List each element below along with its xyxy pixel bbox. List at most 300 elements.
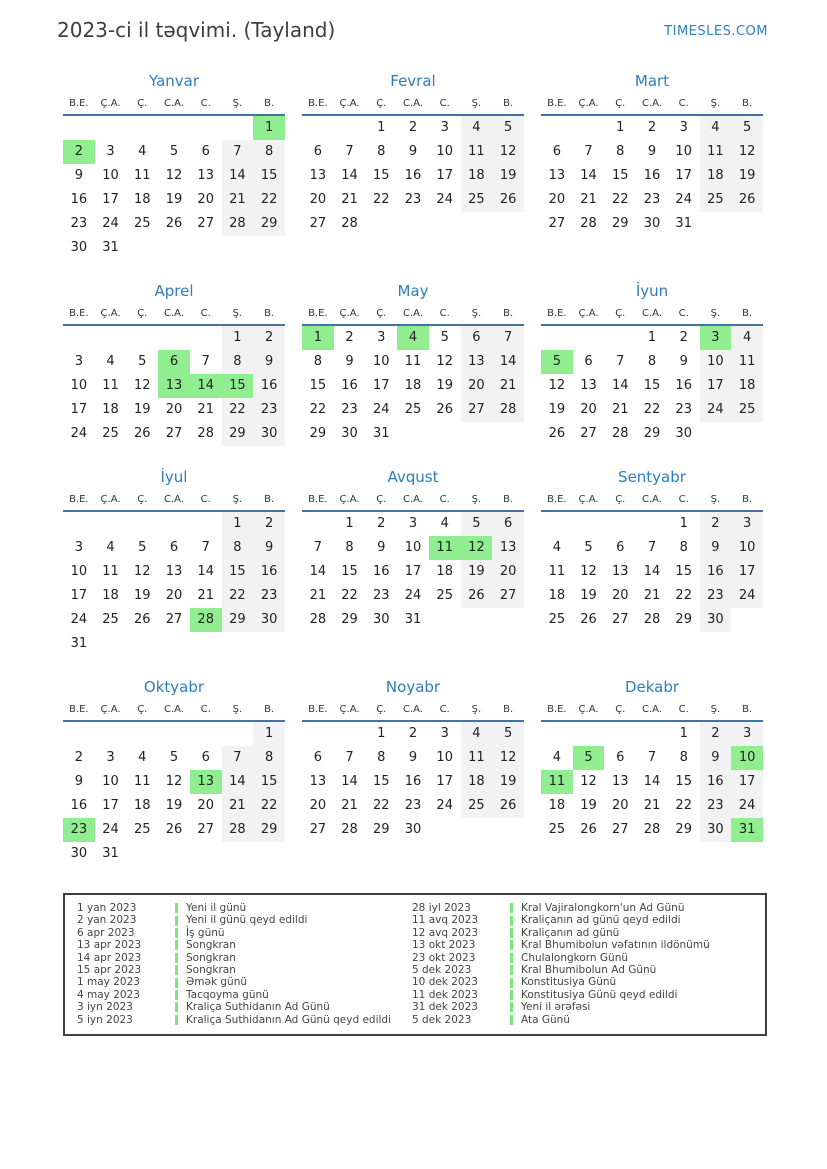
- day-cell: 9: [408, 750, 418, 765]
- empty-cell: [541, 722, 573, 746]
- day-of-week-row: [541, 97, 763, 111]
- day-cell: 22: [612, 192, 629, 207]
- day-cell: 8: [679, 540, 688, 555]
- day-cell: 27: [197, 216, 214, 231]
- day-cell: 23: [404, 192, 422, 207]
- day-cell: 28: [197, 426, 214, 441]
- day-cell: 14: [222, 164, 254, 188]
- legend-date: 6 apr 2023: [77, 926, 135, 939]
- day-cell: 15: [253, 164, 285, 188]
- holiday-tick-icon: [175, 978, 178, 988]
- day-cell: 23: [675, 402, 692, 417]
- days-grid: [541, 326, 763, 446]
- day-cell: 31: [675, 216, 692, 231]
- day-header: Ç.A.: [339, 494, 360, 505]
- day-cell: 9: [408, 144, 418, 159]
- empty-cell: [95, 116, 127, 140]
- empty-cell: [302, 512, 334, 536]
- legend-label: Chulalongkorn Günü: [521, 951, 629, 964]
- legend-label: Yeni il ərəfəsi: [521, 1001, 591, 1014]
- empty-cell: [126, 116, 158, 140]
- day-header: Ç.: [615, 494, 626, 505]
- month-title: Yanvar: [148, 72, 200, 90]
- day-cell: 19: [492, 164, 524, 188]
- day-cell: 16: [253, 374, 285, 398]
- day-cell: 25: [461, 794, 493, 818]
- day-cell: 21: [341, 798, 358, 813]
- day-cell: 19: [731, 164, 763, 188]
- day-header: Ş.: [232, 494, 243, 505]
- day-cell: 1: [253, 722, 285, 746]
- day-cell: 8: [616, 144, 625, 159]
- legend-label: Yeni il günü: [186, 902, 247, 914]
- empty-cell: [63, 116, 95, 140]
- day-cell: 26: [580, 822, 597, 837]
- day-cell: 27: [580, 426, 597, 441]
- day-cell: 23: [404, 798, 422, 813]
- day-of-week-row: [63, 97, 285, 111]
- timesles-logo[interactable]: TIMESLES.COM: [664, 24, 768, 39]
- days-grid: [302, 722, 524, 842]
- legend-label: Əmək günü: [186, 976, 248, 989]
- day-cell: 12: [165, 168, 183, 183]
- day-cell: 2: [408, 120, 418, 135]
- legend-entry: [412, 964, 755, 976]
- day-cell: 6: [492, 512, 524, 536]
- day-cell: 29: [612, 216, 629, 231]
- day-header: B.E.: [547, 704, 567, 715]
- month-3: [63, 282, 285, 446]
- day-cell: 23: [700, 794, 732, 818]
- day-cell: 27: [309, 216, 327, 231]
- day-cell: 1: [679, 726, 688, 741]
- day-cell: 3: [74, 354, 83, 369]
- day-cell: 12: [461, 536, 493, 560]
- day-cell: 27: [612, 822, 629, 837]
- empty-cell: [126, 722, 158, 746]
- day-header: B.: [742, 494, 753, 505]
- day-cell: 16: [253, 560, 285, 584]
- day-cell: 10: [700, 350, 732, 374]
- holiday-tick-icon: [175, 940, 178, 950]
- day-cell: 24: [436, 798, 453, 813]
- legend-label: Kral Bhumibolun Ad Günü: [521, 963, 657, 976]
- holiday-tick-icon: [510, 903, 513, 913]
- day-cell: 30: [253, 608, 285, 632]
- day-cell: 2: [377, 516, 386, 531]
- legend-date: 14 apr 2023: [77, 951, 142, 964]
- empty-cell: [190, 116, 222, 140]
- day-cell: 17: [70, 588, 88, 603]
- day-cell: 30: [404, 822, 422, 837]
- day-cell: 1: [377, 726, 386, 741]
- day-cell: 8: [679, 750, 688, 765]
- empty-cell: [573, 326, 605, 350]
- legend-date: 3 iyn 2023: [77, 1001, 133, 1014]
- day-cell: 10: [436, 750, 453, 765]
- day-cell: 2: [253, 512, 285, 536]
- day-cell: 3: [106, 750, 115, 765]
- day-cell: 14: [222, 770, 254, 794]
- day-cell: 11: [404, 354, 422, 369]
- day-header: C.: [200, 704, 211, 715]
- legend-label: Kraliça Suthidanın Ad Günü qeyd edildi: [186, 1013, 392, 1026]
- day-header: C.A.: [402, 494, 423, 505]
- day-cell: 8: [377, 750, 386, 765]
- day-cell: 20: [580, 402, 597, 417]
- day-cell: 19: [134, 402, 151, 417]
- day-cell: 27: [197, 822, 214, 837]
- day-cell: 4: [461, 722, 493, 746]
- day-cell: 12: [492, 140, 524, 164]
- day-cell: 2: [345, 330, 354, 345]
- day-header: Ş.: [471, 308, 482, 319]
- legend-entry: [77, 927, 412, 939]
- day-cell: 7: [313, 540, 322, 555]
- day-cell: 18: [548, 798, 566, 813]
- holiday-tick-icon: [175, 903, 178, 913]
- day-header: B.: [264, 98, 275, 109]
- legend-date: 1 yan 2023: [77, 902, 137, 914]
- month-11: [541, 678, 763, 842]
- day-cell: 18: [404, 378, 422, 393]
- day-header: Ş.: [232, 98, 243, 109]
- legend-entry: [77, 902, 412, 914]
- day-cell: 7: [345, 750, 354, 765]
- day-cell: 25: [134, 216, 151, 231]
- legend-label: Kraliçanın ad günü: [521, 926, 620, 939]
- empty-cell: [158, 326, 190, 350]
- month-title: Fevral: [390, 72, 436, 90]
- day-header: B.: [264, 308, 275, 319]
- holiday-legend: [63, 893, 767, 1036]
- day-cell: 4: [106, 354, 115, 369]
- day-cell: 9: [74, 774, 83, 789]
- day-cell: 31: [404, 612, 422, 627]
- day-header: C.A.: [163, 308, 184, 319]
- day-cell: 29: [309, 426, 327, 441]
- day-cell: 17: [731, 770, 763, 794]
- day-header: Ç.A.: [578, 308, 599, 319]
- empty-cell: [190, 512, 222, 536]
- day-cell: 29: [253, 818, 285, 842]
- day-header: Ş.: [710, 704, 721, 715]
- day-cell: 15: [253, 770, 285, 794]
- day-cell: 27: [165, 426, 183, 441]
- day-cell: 20: [165, 402, 183, 417]
- day-header: C.A.: [641, 98, 662, 109]
- day-cell: 23: [341, 402, 358, 417]
- day-header: B.: [503, 98, 514, 109]
- day-cell: 28: [643, 822, 661, 837]
- holiday-tick-icon: [175, 928, 178, 938]
- day-cell: 4: [138, 750, 147, 765]
- day-of-week-row: [541, 703, 763, 717]
- day-cell: 30: [341, 426, 358, 441]
- day-cell: 18: [436, 564, 453, 579]
- day-header: Ç.: [376, 98, 387, 109]
- day-cell: 16: [643, 168, 661, 183]
- day-cell: 21: [580, 192, 597, 207]
- days-grid: [302, 116, 524, 236]
- day-cell: 27: [492, 584, 524, 608]
- day-of-week-row: [541, 493, 763, 507]
- legend-entry: [412, 976, 755, 988]
- day-cell: 11: [134, 168, 151, 183]
- legend-entry: [412, 989, 755, 1001]
- legend-date: 13 apr 2023: [77, 939, 142, 952]
- legend-label: Songkran: [186, 951, 236, 964]
- days-grid: [63, 116, 285, 260]
- day-cell: 20: [197, 192, 214, 207]
- day-cell: 13: [190, 770, 222, 794]
- day-header: B.E.: [547, 98, 567, 109]
- day-cell: 19: [165, 798, 183, 813]
- month-1: [302, 72, 524, 236]
- day-cell: 3: [377, 330, 386, 345]
- day-cell: 14: [341, 168, 358, 183]
- day-header: C.A.: [641, 308, 662, 319]
- legend-entry: [412, 939, 755, 951]
- day-cell: 1: [302, 326, 334, 350]
- day-cell: 11: [548, 564, 566, 579]
- empty-cell: [158, 722, 190, 746]
- day-cell: 25: [436, 588, 453, 603]
- day-cell: 11: [731, 350, 763, 374]
- day-cell: 11: [700, 140, 732, 164]
- day-cell: 7: [201, 540, 210, 555]
- day-cell: 15: [612, 168, 629, 183]
- day-cell: 28: [222, 212, 254, 236]
- month-10: [302, 678, 524, 842]
- day-cell: 25: [700, 188, 732, 212]
- day-cell: 6: [552, 144, 561, 159]
- day-of-week-row: [541, 307, 763, 321]
- day-header: C.: [678, 704, 689, 715]
- day-cell: 3: [700, 326, 732, 350]
- days-grid: [541, 116, 763, 236]
- day-header: Ç.A.: [578, 704, 599, 715]
- day-header: Ç.: [615, 308, 626, 319]
- legend-entry: [77, 964, 412, 976]
- day-cell: 2: [679, 330, 688, 345]
- day-cell: 30: [70, 240, 88, 255]
- day-cell: 20: [612, 798, 629, 813]
- day-cell: 12: [134, 564, 151, 579]
- month-title: Oktyabr: [143, 678, 205, 696]
- day-cell: 7: [647, 540, 657, 555]
- day-cell: 17: [436, 168, 453, 183]
- day-header: Ç.: [376, 308, 387, 319]
- day-cell: 15: [675, 774, 692, 789]
- day-cell: 12: [165, 774, 183, 789]
- day-cell: 10: [102, 168, 119, 183]
- day-cell: 14: [309, 564, 327, 579]
- legend-label: Kraliça Suthidanın Ad Günü: [186, 1001, 330, 1014]
- legend-date: 23 okt 2023: [412, 951, 476, 964]
- legend-entry: [412, 914, 755, 926]
- day-header: B.: [503, 308, 514, 319]
- day-cell: 12: [548, 378, 566, 393]
- day-header: B.: [503, 704, 514, 715]
- legend-label: Songkran: [186, 939, 236, 952]
- day-header: C.A.: [163, 98, 184, 109]
- day-cell: 20: [492, 560, 524, 584]
- day-header: B.E.: [547, 308, 567, 319]
- day-cell: 22: [309, 402, 327, 417]
- day-cell: 3: [731, 722, 763, 746]
- day-cell: 18: [134, 798, 151, 813]
- day-cell: 2: [408, 726, 418, 741]
- day-cell: 13: [309, 774, 327, 789]
- empty-cell: [126, 326, 158, 350]
- day-cell: 19: [461, 560, 493, 584]
- month-0: [63, 72, 285, 260]
- day-header: Ş.: [232, 704, 243, 715]
- day-cell: 29: [675, 822, 692, 837]
- day-cell: 1: [222, 326, 254, 350]
- empty-cell: [573, 116, 605, 140]
- legend-date: 5 dek 2023: [412, 963, 472, 976]
- day-cell: 5: [440, 330, 449, 345]
- empty-cell: [573, 512, 605, 536]
- day-cell: 16: [675, 378, 692, 393]
- empty-cell: [63, 722, 95, 746]
- day-cell: 9: [74, 168, 83, 183]
- day-cell: 15: [309, 378, 327, 393]
- day-cell: 20: [197, 798, 214, 813]
- day-cell: 15: [643, 378, 661, 393]
- day-cell: 8: [647, 354, 657, 369]
- month-9: [63, 678, 285, 866]
- legend-entry: [77, 914, 412, 926]
- day-header: B.E.: [308, 98, 328, 109]
- day-cell: 11: [461, 140, 493, 164]
- day-cell: 19: [134, 588, 151, 603]
- legend-label: Kral Vajiralongkorn'un Ad Günü: [521, 902, 685, 914]
- month-2: [541, 72, 763, 236]
- day-header: B.E.: [69, 98, 89, 109]
- day-cell: 21: [309, 588, 327, 603]
- day-cell: 26: [461, 584, 493, 608]
- month-title: Aprel: [154, 282, 194, 300]
- holiday-tick-icon: [510, 990, 513, 1000]
- day-cell: 26: [436, 402, 453, 417]
- month-title: Dekabr: [624, 678, 680, 696]
- day-cell: 1: [647, 330, 657, 345]
- day-cell: 28: [341, 216, 358, 231]
- day-cell: 18: [548, 588, 566, 603]
- day-header: C.A.: [402, 704, 423, 715]
- day-cell: 17: [731, 560, 763, 584]
- day-header: C.: [439, 308, 450, 319]
- day-cell: 9: [253, 536, 285, 560]
- day-cell: 31: [373, 426, 390, 441]
- month-title: Noyabr: [385, 678, 441, 696]
- day-cell: 29: [373, 822, 390, 837]
- empty-cell: [636, 512, 668, 536]
- holiday-tick-icon: [510, 978, 513, 988]
- day-cell: 25: [461, 188, 493, 212]
- empty-cell: [334, 116, 366, 140]
- legend-label: Yeni il günü qeyd edildi: [186, 914, 308, 927]
- day-header: C.A.: [402, 98, 423, 109]
- month-6: [63, 468, 285, 656]
- day-cell: 24: [700, 398, 732, 422]
- day-cell: 30: [373, 612, 390, 627]
- day-cell: 3: [731, 512, 763, 536]
- holiday-tick-icon: [510, 916, 513, 926]
- day-cell: 23: [70, 216, 88, 231]
- empty-cell: [63, 326, 95, 350]
- day-cell: 19: [548, 402, 566, 417]
- day-cell: 1: [616, 120, 625, 135]
- day-header: B.: [742, 704, 753, 715]
- day-cell: 9: [377, 540, 386, 555]
- day-cell: 18: [461, 164, 493, 188]
- day-cell: 25: [102, 612, 119, 627]
- day-cell: 20: [309, 798, 327, 813]
- day-cell: 28: [643, 612, 661, 627]
- day-cell: 11: [102, 378, 119, 393]
- day-cell: 13: [461, 350, 493, 374]
- day-cell: 21: [492, 374, 524, 398]
- day-cell: 26: [548, 426, 566, 441]
- day-cell: 22: [222, 398, 254, 422]
- day-cell: 10: [436, 144, 453, 159]
- day-cell: 2: [63, 140, 95, 164]
- legend-label: Songkran: [186, 963, 236, 976]
- day-header: Ç.: [376, 494, 387, 505]
- day-cell: 7: [222, 746, 254, 770]
- day-cell: 27: [548, 216, 566, 231]
- day-of-week-row: [302, 703, 524, 717]
- day-cell: 6: [461, 326, 493, 350]
- day-cell: 24: [404, 588, 422, 603]
- empty-cell: [95, 722, 127, 746]
- day-cell: 22: [373, 192, 390, 207]
- empty-cell: [190, 326, 222, 350]
- month-7: [302, 468, 524, 632]
- day-cell: 8: [377, 144, 386, 159]
- day-cell: 28: [492, 398, 524, 422]
- legend-date: 5 iyn 2023: [77, 1013, 133, 1026]
- day-cell: 19: [165, 192, 183, 207]
- day-cell: 9: [700, 536, 732, 560]
- day-header: C.: [200, 98, 211, 109]
- legend-date: 12 avq 2023: [412, 926, 479, 939]
- day-cell: 23: [63, 818, 95, 842]
- day-cell: 13: [548, 168, 566, 183]
- day-cell: 30: [70, 846, 88, 861]
- day-cell: 12: [134, 378, 151, 393]
- day-cell: 4: [106, 540, 115, 555]
- day-header: C.: [678, 98, 689, 109]
- day-cell: 28: [612, 426, 629, 441]
- day-cell: 21: [222, 794, 254, 818]
- day-header: C.: [678, 308, 689, 319]
- day-header: B.E.: [308, 494, 328, 505]
- day-cell: 12: [580, 564, 597, 579]
- day-cell: 10: [731, 746, 763, 770]
- day-cell: 12: [436, 354, 453, 369]
- day-cell: 7: [201, 354, 210, 369]
- legend-column-right: [412, 902, 755, 1026]
- day-cell: 7: [492, 326, 524, 350]
- legend-entry: [77, 976, 412, 988]
- day-header: B.: [742, 98, 753, 109]
- day-cell: 8: [313, 354, 322, 369]
